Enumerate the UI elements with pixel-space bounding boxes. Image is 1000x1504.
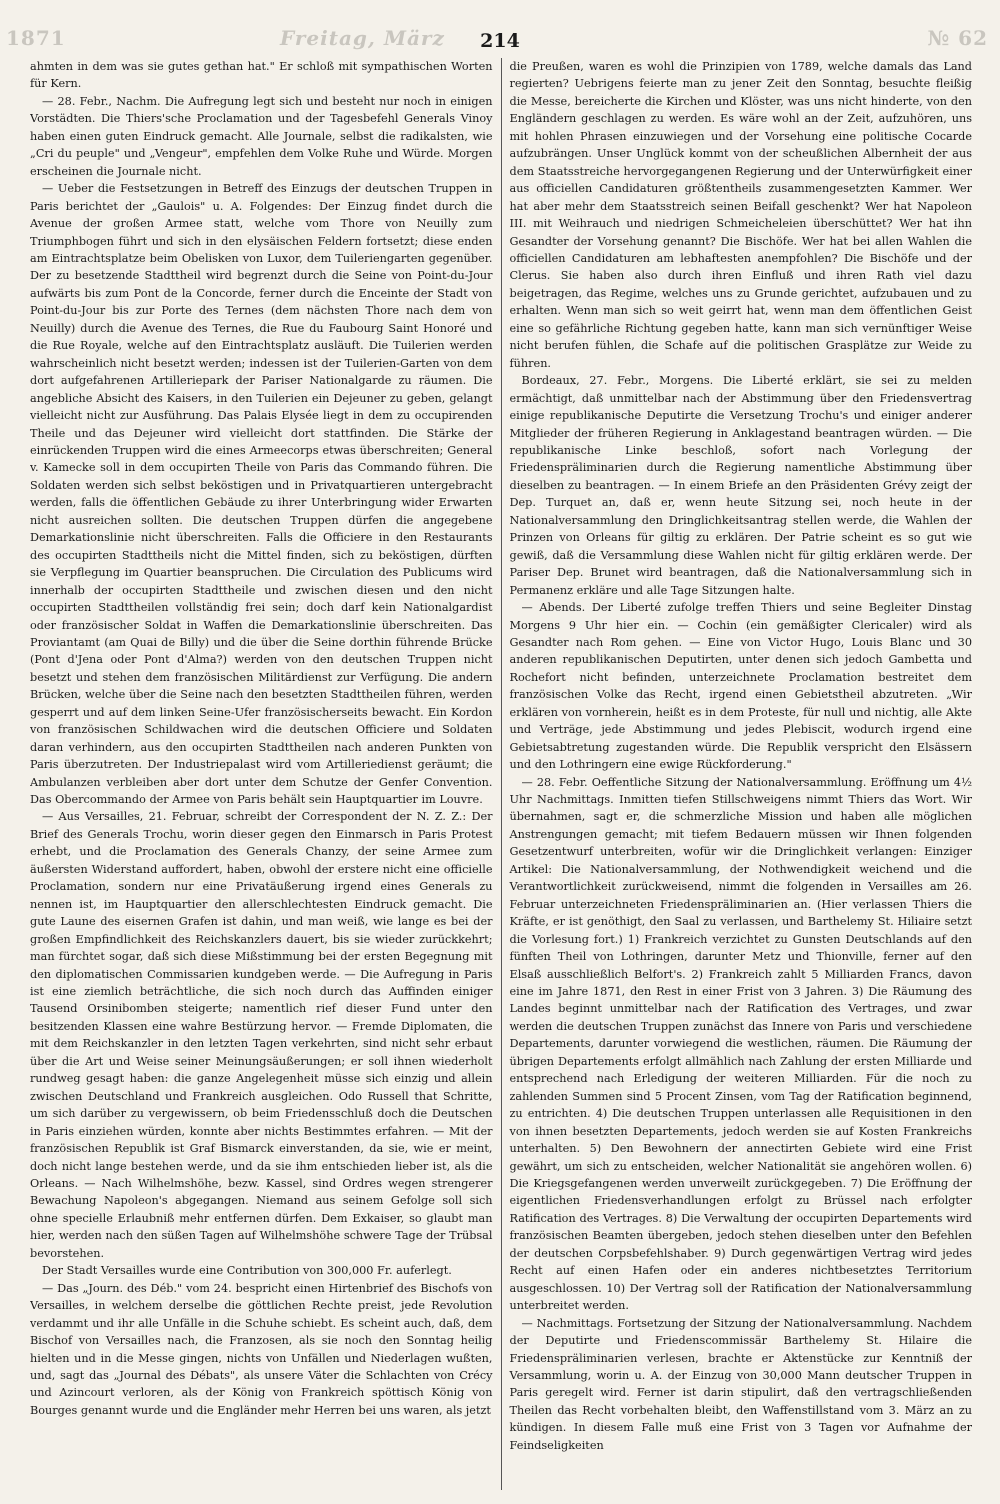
page-number: 214	[480, 30, 520, 52]
ghost-date: Freitag, März	[280, 26, 445, 50]
left-paragraph-3: — Ueber die Festsetzungen in Betreff des Einzugs der deutschen Truppen in Paris berichtet der „Gaulois" u. A. Folgendes: Der Einzug findet durch die Avenue der großen Armee statt, welche vom Thore von Neuilly zum Triumphbogen führt und sich in den elysäischen Feldern fortsetzt; diese enden am Eintrachtsplatze beim Obelisken von Luxor, dem Tuileriengarten gegenüber. Der zu besetzende Stadttheil wird begrenzt durch die Seine von Point-du-Jour aufwärts bis zum Pont de la Concorde, ferner durch die Enceinte der Stadt von Point-du-Jour bis zur Porte des Ternes (dem nächsten Thore nach dem von Neuilly) durch die Avenue des Ternes, die Rue du Faubourg Saint Honoré und die Rue Royale, welche auf den Eintrachtsplatz ausläuft. Die Tuilerien werden wahrscheinlich nicht besetzt werden; indessen ist der Tuilerien-Garten von dem dort aufgefahrenen Artilleriepark der Pariser Nationalgarde zu räumen. Die angebliche Absicht des Kaisers, in den Tuilerien ein Dejeuner zu geben, gelangt vielleicht nicht zur Ausführung. Das Palais Elysée liegt in dem zu occupirenden Theile und das Dejeuner wird vielleicht dort stattfinden. Die Stärke der einrückenden Truppen wird die eines Armeecorps etwas überschreiten; General v. Kamecke soll in dem occupirten Theile von Paris das Commando führen. Die Soldaten werden sich selbst beköstigen und in Privatquartieren untergebracht werden, falls die öffentlichen Gebäude zu ihrer Unterbringung wider Erwarten nicht ausreichen sollten. Die deutschen Truppen dürfen die angegebene Demarkationslinie nicht überschreiten. Falls die Officiere in den Restaurants des occupirten Stadttheils nicht die Mittel finden, sich zu beköstigen, dürften sie Verpflegung im Quartier beanspruchen. Die Circulation des Publicums wird innerhalb der occupirten Stadttheile und zwischen diesen und den nicht occupirten Stadttheilen vollständig frei sein; doch darf kein Nationalgardist oder französischer Soldat in Waffen die Demarkationslinie überschreiten. Das Proviantamt (am Quai de Billy) und die über die Seine dorthin führende Brücke (Pont d'Jena oder Pont d'Alma?) werden von den deutschen Truppen nicht besetzt und stehen dem französischen Militärdienst zur Verfügung. Die andern Brücken, welche über die Seine nach den besetzten Stadttheilen führen, werden gesperrt und auf dem linken Seine-Ufer französischerseits bewacht. Ein Kordon von französischen Schildwachen wird die deutschen Officiere und Soldaten daran verhindern, aus den occupirten Stadttheilen nach anderen Punkten von Paris überzutreten. Der Industriepalast wird vom Artilleriedienst geräumt; die Ambulanzen verbleiben aber dort unter dem Schutze der Genfer Convention. Das Obercommando der Armee von Paris behält sein Hauptquartier im Louvre.	[30, 182, 493, 807]
left-paragraph-6: — Das „Journ. des Déb." vom 24. bespricht einen Hirtenbrief des Bischofs von Versailles, in welchem derselbe die göttlichen Rechte preist, jede Revolution verdammt und ihr alle Unfälle in die Schuhe schiebt. Es scheint auch, daß, dem Bischof von Versailles nach, die Franzosen, als sie noch den Sonntag heilig hielten und in die Messe gingen, nichts von Unfällen und Niederlagen wußten, und, sagt das „Journal des Débats", als unsere Väter die Schlachten von Crécy und Azincourt verloren, als der König von Frankreich spöttisch König von Bourges genannt wurde und die Engländer mehr Herren bei uns waren, als jetzt	[30, 1281, 493, 1417]
right-paragraph-5: — Nachmittags. Fortsetzung der Sitzung der Nationalversammlung. Nachdem der Deputirte und Friedenscommissär Barthelemy St. Hilaire die Friedenspräliminarien verlesen, brachte er Aktenstücke zur Kenntniß der Versammlung, worin u. A. der Einzug von 30,000 Mann deutscher Truppen in Paris geregelt wird. Ferner ist darin stipulirt, daß den vertragschließenden Theilen das Recht vorbehalten bleibt, den Waffenstillstand vom 3. März an zu kündigen. In diesem Falle muß eine Frist von 3 Tagen vor Aufnahme der Feindseligkeiten	[509, 1316, 972, 1452]
text-columns	[30, 58, 972, 1490]
right-paragraph-4: — 28. Febr. Oeffentliche Sitzung der Nationalversammlung. Eröffnung um 4½ Uhr Nachmittags. Inmitten tiefen Stillschweigens nimmt Thiers das Wort. Wir übernahmen, sagt er, die schmerzliche Mission und haben alle möglichen Anstrengungen gemacht; mit tiefem Bedauern müssen wir Ihnen folgenden Gesetzentwurf unterbreiten, wofür wir die Dringlichkeit verlangen: Einziger Artikel: Die Nationalversammlung, der Nothwendigkeit weichend und die Verantwortlichkeit zurückweisend, nimmt die folgenden in Versailles am 26. Februar unterzeichneten Friedenspräliminarien an. (Hier verlassen Thiers die Kräfte, er ist genöthigt, den Saal zu verlassen, und Barthelemy St. Hiliaire setzt die Vorlesung fort.) 1) Frankreich verzichtet zu Gunsten Deutschlands auf den fünften Theil von Lothringen, darunter Metz und Thionville, ferner auf den Elsaß ausschließlich Belfort's. 2) Frankreich zahlt 5 Milliarden Francs, davon eine im Jahre 1871, den Rest in einer Frist von 3 Jahren. 3) Die Räumung des Landes beginnt unmittelbar nach der Ratification des Vertrages, und zwar werden die deutschen Truppen zunächst das Innere von Paris und verschiedene Departements, darunter vorwiegend die westlichen, räumen. Die Räumung der übrigen Departements erfolgt allmählich nach Zahlung der ersten Milliarde und entsprechend nach Erledigung der weiteren Milliarden. Für die noch zu zahlenden Summen sind 5 Procent Zinsen, vom Tag der Ratification beginnend, zu entrichten. 4) Die deutschen Truppen unterlassen alle Requisitionen in den von ihnen besetzten Departements, jedoch werden sie auf Kosten Frankreichs unterhalten. 5) Den Bewohnern der annectirten Gebiete wird eine Frist gewährt, um sich zu entscheiden, welcher Nationalität sie angehören wollen. 6) Die Kriegsgefangenen werden unverweilt zurückgegeben. 7) Die Eröffnung der eigentlichen Friedensverhandlungen erfolgt zu Brüssel nach erfolgter Ratification des Vertrages. 8) Die Verwaltung der occupirten Departements wird französischen Beamten übergeben, jedoch stehen dieselben unter den Befehlen der deutschen Corpsbefehlshaber. 9) Durch gegenwärtigen Vertrag wird jedes Recht auf einen Hafen oder ein anderes nichtbesetztes Territorium ausgeschlossen. 10) Der Vertrag soll der Ratification der Nationalversammlung unterbreitet werden.	[509, 775, 972, 1313]
right-paragraph-3: — Abends. Der Liberté zufolge treffen Thiers und seine Begleiter Dinstag Morgens 9 Uhr hier ein. — Cochin (ein gemäßigter Clericaler) wird als Gesandter nach Rom gehen. — Eine von Victor Hugo, Louis Blanc und 30 anderen republikanischen Deputirten, unter denen sich jedoch Gambetta und Rochefort nicht befinden, unterzeichnete Proclamation bestreitet dem französischen Volke das Recht, irgend einen Gebietstheil abzutreten. „Wir erklären von vornherein, heißt es in dem Proteste, für null und nichtig, alle Akte und Verträge, jede Abstimmung und jedes Plebiscit, wodurch irgend eine Gebietsabtretung zugestanden würde. Die Republik verspricht den Elsässern und den Lothringern eine ewige Rückforderung."	[509, 601, 972, 772]
ghost-issue-number: № 62	[927, 26, 988, 50]
left-paragraph-2: — 28. Febr., Nachm. Die Aufregung legt sich und besteht nur noch in einigen Vorstädten. Die Thiers'sche Proclamation und der Tagesbefehl Generals Vinoy haben einen guten Eindruck gemacht. Alle Journale, selbst die radikalsten, wie „Cri du peuple" und „Vengeur", empfehlen dem Volke Ruhe und Würde. Morgen erscheinen die Journale nicht.	[30, 94, 493, 178]
left-paragraph-5: Der Stadt Versailles wurde eine Contribution von 300,000 Fr. auferlegt.	[42, 1264, 452, 1278]
left-paragraph-1: ahmten in dem was sie gutes gethan hat." Er schloß mit sympathischen Worten für Kern.	[30, 60, 493, 91]
ghost-year: 1871	[6, 26, 66, 50]
left-column	[30, 58, 502, 1490]
right-paragraph-1: die Preußen, waren es wohl die Prinzipien von 1789, welche damals das Land regierten? Uebrigens feierte man zu jener Zeit den Sonntag, besuchte fleißig die Messe, bereicherte die Kirchen und Klöster, was uns nicht hinderte, von den Engländern geschlagen zu werden. Es wäre wohl an der Zeit, aufzuhören, uns mit hohlen Phrasen einzuwiegen und der Vorsehung eine politische Cocarde aufzubrängen. Unser Unglück kommt von der scheußlichen Albernheit der aus dem Staatsstreiche hervorgegangenen Regierung und der Unterwürfigkeit einer aus officiellen Candidaturen größtentheils zusammengesetzten Kammer. Wer hat aber mehr dem Staatsstreich seinen Beifall geschenkt? Wer hat Napoleon III. mit Weihrauch und niedrigen Schmeicheleien überschüttet? Wer hat ihn Gesandter der Vorsehung genannt? Die Bischöfe. Wer hat bei allen Wahlen die officiellen Candidaturen am lebhaftesten anempfohlen? Die Bischöfe und der Clerus. Sie haben also durch ihren Einfluß und ihren Rath viel dazu beigetragen, das Regime, welches uns zu Grunde gerichtet, aufzubauen und zu erhalten. Wenn man sich so weit geirrt hat, wenn man dem öffentlichen Geist eine so gefährliche Richtung gegeben hatte, kann man sich vernünftiger Weise nicht berufen fühlen, die Schafe auf die politischen Grasplätze zur Weide zu führen.	[509, 60, 972, 370]
right-paragraph-2: Bordeaux, 27. Febr., Morgens. Die Liberté erklärt, sie sei zu melden ermächtigt, daß unmittelbar nach der Abstimmung über den Friedensvertrag einige republikanische Deputirte die Versetzung Trochu's und einiger anderer Mitglieder der früheren Regierung in Anklagestand beantragen würden. — Die republikanische Linke beschloß, sofort nach Vorlegung der Friedenspräliminarien durch die Regierung namentliche Abstimmung über dieselben zu beantragen. — In einem Briefe an den Präsidenten Grévy zeigt der Dep. Turquet an, daß er, wenn heute Sitzung sei, noch heute in der Nationalversammlung den Dringlichkeitsantrag stellen werde, die Wahlen der Prinzen von Orleans für giltig zu erklären. Der Patrie scheint es so gut wie gewiß, daß die Versammlung diese Wahlen nicht für giltig erklären werde. Der Pariser Dep. Brunet wird beantragen, daß die Nationalversammlung sich in Permanenz erkläre und alle Tage Sitzungen halte.	[509, 374, 972, 597]
left-paragraph-4: — Aus Versailles, 21. Februar, schreibt der Correspondent der N. Z. Z.: Der Brief des Generals Trochu, worin dieser gegen den Einmarsch in Paris Protest erhebt, und die Proclamation des Generals Chanzy, der seine Armee zum äußersten Widerstand auffordert, haben, obwohl der erstere nicht eine officielle Proclamation, sondern nur eine Privatäußerung irgend eines Generals zu nennen ist, im Hauptquartier den allerschlechtesten Eindruck gemacht. Die gute Laune des eisernen Grafen ist dahin, und man weiß, wie lange es bei der großen Empfindlichkeit des Reichskanzlers dauert, bis sie wieder zurückkehrt; man fürchtet sogar, daß sich diese Mißstimmung bei der ersten Begegnung mit den diplomatischen Commissarien kundgeben werde. — Die Aufregung in Paris ist eine ziemlich beträchtliche, die sich noch durch das Auffinden einiger Tausend Orsinibomben steigerte; namentlich rief dieser Fund unter den besitzenden Klassen eine wahre Bestürzung hervor. — Fremde Diplomaten, die mit dem Reichskanzler in den letzten Tagen verkehrten, sind nicht sehr erbaut über die Art und Weise seiner Meinungsäußerungen; er soll ihnen wiederholt rundweg gesagt haben: die ganze Angelegenheit müsse sich einzig und allein zwischen Deutschland und Frankreich ausgleichen. Odo Russell that Schritte, um sich darüber zu vergewissern, ob beim Friedensschluß doch die Deutschen in Paris einziehen würden, konnte aber nichts Bestimmtes erfahren. — Mit der französischen Republik ist Graf Bismarck einverstanden, da sie, wie er meint, doch nicht lange bestehen werde, und da sie ihm entschieden lieber ist, als die Orleans. — Nach Wilhelmshöhe, bezw. Kassel, sind Ordres wegen strengerer Bewachung Napoleon's abgegangen. Niemand aus seinem Gefolge soll sich ohne specielle Erlaubniß mehr entfernen dürfen. Dem Exkaiser, so glaubt man hier, werden nach den süßen Tagen auf Wilhelmshöhe schwere Tage der Trübsal bevorstehen.	[30, 810, 493, 1260]
right-column	[502, 58, 973, 1490]
